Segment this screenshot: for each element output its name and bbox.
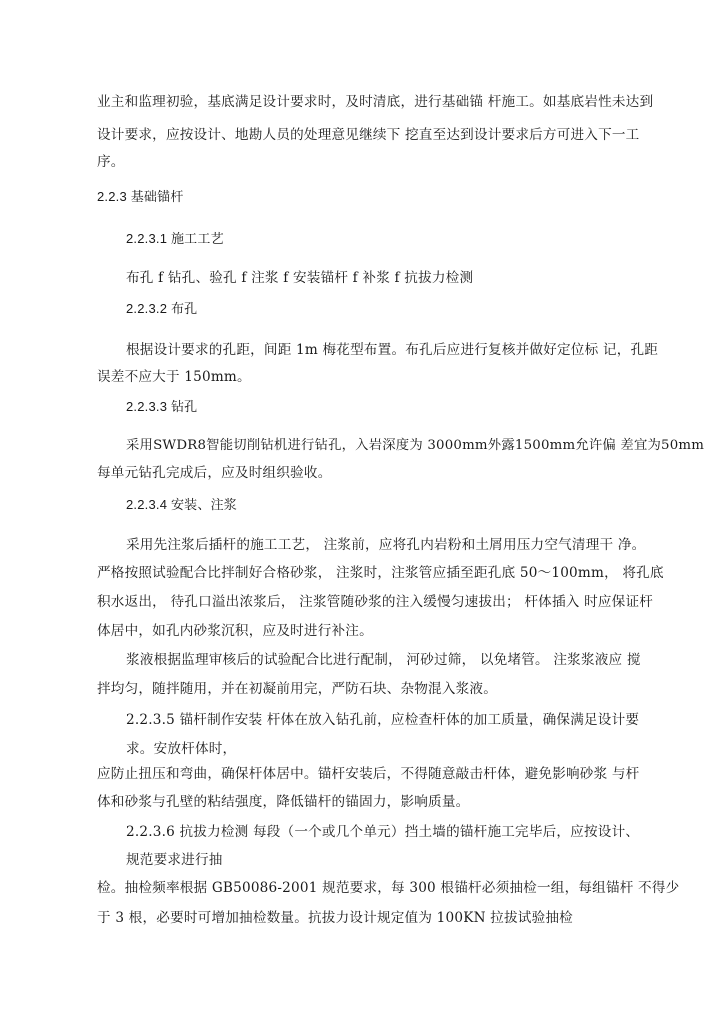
body-text-line: 根据设计要求的孔距，间距 1m 梅花型布置。布孔后应进行复核并做好定位标 记，孔距 — [126, 342, 659, 358]
body-text-line: 序。 — [97, 154, 125, 170]
body-text-line: 积水返出， 待孔口溢出浓浆后， 注浆管随砂浆的注入缓慢匀速拔出； 杆体插入 时应保证杆 — [97, 594, 654, 610]
subsection-heading: 2.2.3.3 钻孔 — [126, 399, 198, 414]
body-text-line: 应防止扭压和弯曲，确保杆体居中。锚杆安装后，不得随意敲击杆体，避免影响砂浆 与杆 — [97, 766, 640, 782]
body-text-line: 浆液根据监理审核后的试验配合比进行配制， 河砂过筛， 以免堵管。 注浆浆液应 搅 — [126, 652, 641, 668]
body-text-line: 设计要求，应按设计、地勘人员的处理意见继续下 挖直至达到设计要求后方可进入下一工 — [97, 127, 640, 143]
body-text-line: 规范要求进行抽 — [126, 852, 223, 868]
subsection-heading: 2.2.3.1 施工工艺 — [126, 231, 224, 246]
body-text-line: 每单元钻孔完成后，应及时组织验收。 — [97, 465, 332, 481]
body-text-line: 采用SWDR8智能切削钻机进行钻孔，入岩深度为 3000mm外露1500mm允许偏 差宜为50mm — [126, 438, 705, 453]
subsection-heading: 2.2.3.4 安装、注浆 — [126, 497, 237, 512]
body-text-line: 拌均匀，随拌随用，并在初凝前用完，严防石块、杂物混入浆液。 — [97, 681, 498, 697]
body-text-line: 误差不应大于 150mm。 — [97, 369, 251, 385]
body-text-line: 严格按照试验配合比拌制好合格砂浆， 注浆时，注浆管应插至距孔底 50～100mm， 将孔底 — [97, 565, 664, 581]
body-text-line: 布孔 f 钻孔、验孔 f 注浆 f 安装锚杆 f 补浆 f 抗拔力检测 — [126, 270, 474, 286]
subsection-heading: 2.2.3.2 布孔 — [126, 301, 198, 316]
body-text-line: 采用先注浆后插杆的施工工艺， 注浆前，应将孔内岩粉和土屑用压力空气清理干 净。 — [126, 537, 646, 553]
body-text-line: 体居中，如孔内砂浆沉积，应及时进行补注。 — [97, 623, 373, 639]
body-text-line: 求。安放杆体时， — [126, 741, 237, 757]
body-text-line: 于 3 根，必要时可增加抽检数量。抗拔力设计规定值为 100KN 拉拔试验抽检 — [97, 910, 573, 926]
section-heading: 2.2.3 基础锚杆 — [97, 189, 184, 204]
subsection-heading: 2.2.3.5 锚杆制作安装 杆体在放入钻孔前，应检查杆体的加工质量，确保满足设计要 — [126, 712, 640, 728]
body-text-line: 业主和监理初验，基底满足设计要求时，及时清底，进行基础锚 杆施工。如基底岩性未达到 — [97, 94, 654, 110]
subsection-heading: 2.2.3.6 抗拔力检测 每段（一个或几个单元）挡土墙的锚杆施工完毕后，应按设计、 — [126, 824, 640, 840]
body-text-line: 检。抽检频率根据 GB50086-2001 规范要求，每 300 根锚杆必须抽检一组，每组锚杆 不得少 — [97, 880, 680, 896]
body-text-line: 体和砂浆与孔壁的粘结强度，降低锚杆的锚固力，影响质量。 — [97, 794, 470, 810]
